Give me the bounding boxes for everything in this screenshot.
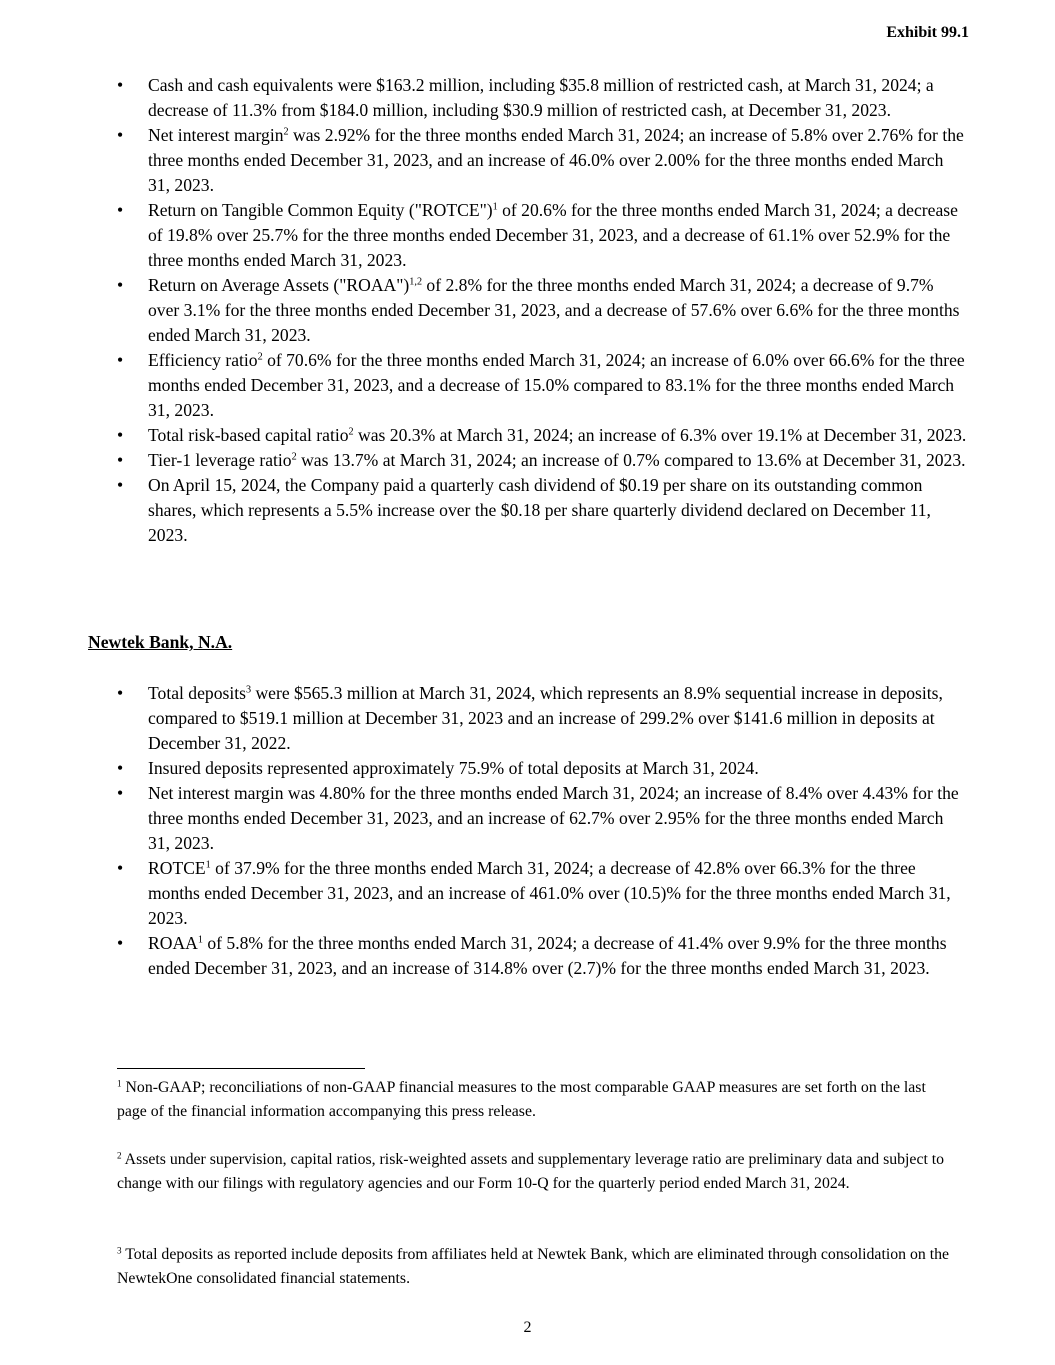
- list-item: • Efficiency ratio$^2$ of 70.6% for the three months ended March 31, 2024; an increase of 6.0% over 66.6% for the three months ended December 31, 2023, and a decrease of 15.0% compared to 83.1% for the three months ended March 31, 2023.: [117, 350, 965, 420]
- footnote-marker: 2: [117, 1150, 122, 1161]
- list-item: • Return on Average Assets ("ROAA")$^{1,2}$ of 2.8% for the three months ended March 31, 2024; a decrease of 9.7% over 3.1% for the three months ended December 31, 2023, and a decrease of 57.6% over 6.6% for the three months ended March 31, 2023.: [117, 275, 960, 345]
- bullet-icon: •: [117, 75, 124, 95]
- bank-highlights-list: [117, 681, 969, 981]
- bullet-icon: •: [117, 683, 124, 703]
- exhibit-label: Exhibit 99.1: [886, 24, 969, 41]
- list-item: • ROTCE$^1$ of 37.9% for the three months ended March 31, 2024; a decrease of 42.8% over 66.3% for the three months ended December 31, 2023, and an increase of 461.0% over (10.5)% for the three months ended March 31, 2023.: [117, 858, 951, 928]
- list-item: • Total risk-based capital ratio$^2$ was 20.3% at March 31, 2024; an increase of 6.3% over 19.1% at December 31, 2023.: [117, 423, 969, 448]
- list-item: • Total deposits$^3$ were $565.3 million at March 31, 2024, which represents an 8.9% sequential increase in deposits, compared to $519.1 million at December 31, 2023 and an increase of 299.2% over $141.6 million in deposits at December 31, 2022.: [117, 683, 943, 753]
- list-item: • Net interest margin$^2$ was 2.92% for the three months ended March 31, 2024; an increase of 5.8% over 2.76% for the three months ended December 31, 2023, and an increase of 46.0% over 2.00% for the three months ended March 31, 2023.: [117, 125, 964, 195]
- footnote-1: $^1$ Non-GAAP; reconciliations of non-GAAP financial measures to the most comparable GAAP measures are set forth on the last page of the financial information accompanying this press release.: [117, 1078, 926, 1120]
- bullet-icon: •: [117, 350, 124, 370]
- bullet-icon: •: [117, 275, 124, 295]
- footnote-3: $^3$ Total deposits as reported include deposits from affiliates held at Newtek Bank, which are eliminated through consolidation on the NewtekOne consolidated financial statements.: [117, 1245, 950, 1287]
- bullet-icon: •: [117, 125, 124, 145]
- list-item: • Insured deposits represented approximately 75.9% of total deposits at March 31, 2024.: [117, 756, 969, 781]
- footnote-2: $^2$ Assets under supervision, capital ratios, risk-weighted assets and supplementary leverage ratio are preliminary data and subject to change with our filings with regulatory agencies and our Form 10-Q for the quarterly period ended March 31, 2024.: [117, 1150, 945, 1192]
- page-number: 2: [523, 1319, 532, 1336]
- list-item: • On April 15, 2024, the Company paid a quarterly cash dividend of $0.19 per share on its outstanding common shares, which represents a 5.5% increase over the $0.18 per share quarterly dividend declared on December 11, 2023.: [117, 475, 931, 545]
- footnote-marker: 1: [117, 1078, 122, 1089]
- holding-highlights-list: [117, 73, 969, 548]
- footnote-divider: [117, 1068, 365, 1069]
- bullet-icon: •: [117, 450, 124, 470]
- list-item: • Return on Tangible Common Equity ("ROTCE")$^1$ of 20.6% for the three months ended March 31, 2024; a decrease of 19.8% over 25.7% for the three months ended December 31, 2023, and a decrease of 61.1% over 52.9% for the three months ended March 31, 2023.: [117, 200, 958, 270]
- bullet-icon: •: [117, 858, 124, 878]
- list-item: • Cash and cash equivalents were $163.2 million, including $35.8 million of restricted cash, at March 31, 2024; a decrease of 11.3% from $184.0 million, including $30.9 million of restricted cash, at December 31, 2023.: [117, 75, 934, 120]
- footnote-marker: 3: [117, 1245, 122, 1256]
- list-item: • Tier-1 leverage ratio$^2$ was 13.7% at March 31, 2024; an increase of 0.7% compared to 13.6% at December 31, 2023.: [117, 448, 969, 473]
- bullet-icon: •: [117, 425, 124, 445]
- bullet-icon: •: [117, 933, 124, 953]
- list-item: • Net interest margin was 4.80% for the three months ended March 31, 2024; an increase of 8.4% over 4.43% for the three months ended December 31, 2023, and an increase of 62.7% over 2.95% for the three months ended March 31, 2023.: [117, 783, 959, 853]
- section-title-newtek-bank: Newtek Bank, N.A.: [88, 632, 233, 652]
- bullet-icon: •: [117, 200, 124, 220]
- list-item: • ROAA$^1$ of 5.8% for the three months ended March 31, 2024; a decrease of 41.4% over 9.9% for the three months ended December 31, 2023, and an increase of 314.8% over (2.7)% for the three months ended March 31, 2023.: [117, 933, 947, 978]
- bullet-icon: •: [117, 783, 124, 803]
- bullet-icon: •: [117, 758, 124, 778]
- bullet-icon: •: [117, 475, 124, 495]
